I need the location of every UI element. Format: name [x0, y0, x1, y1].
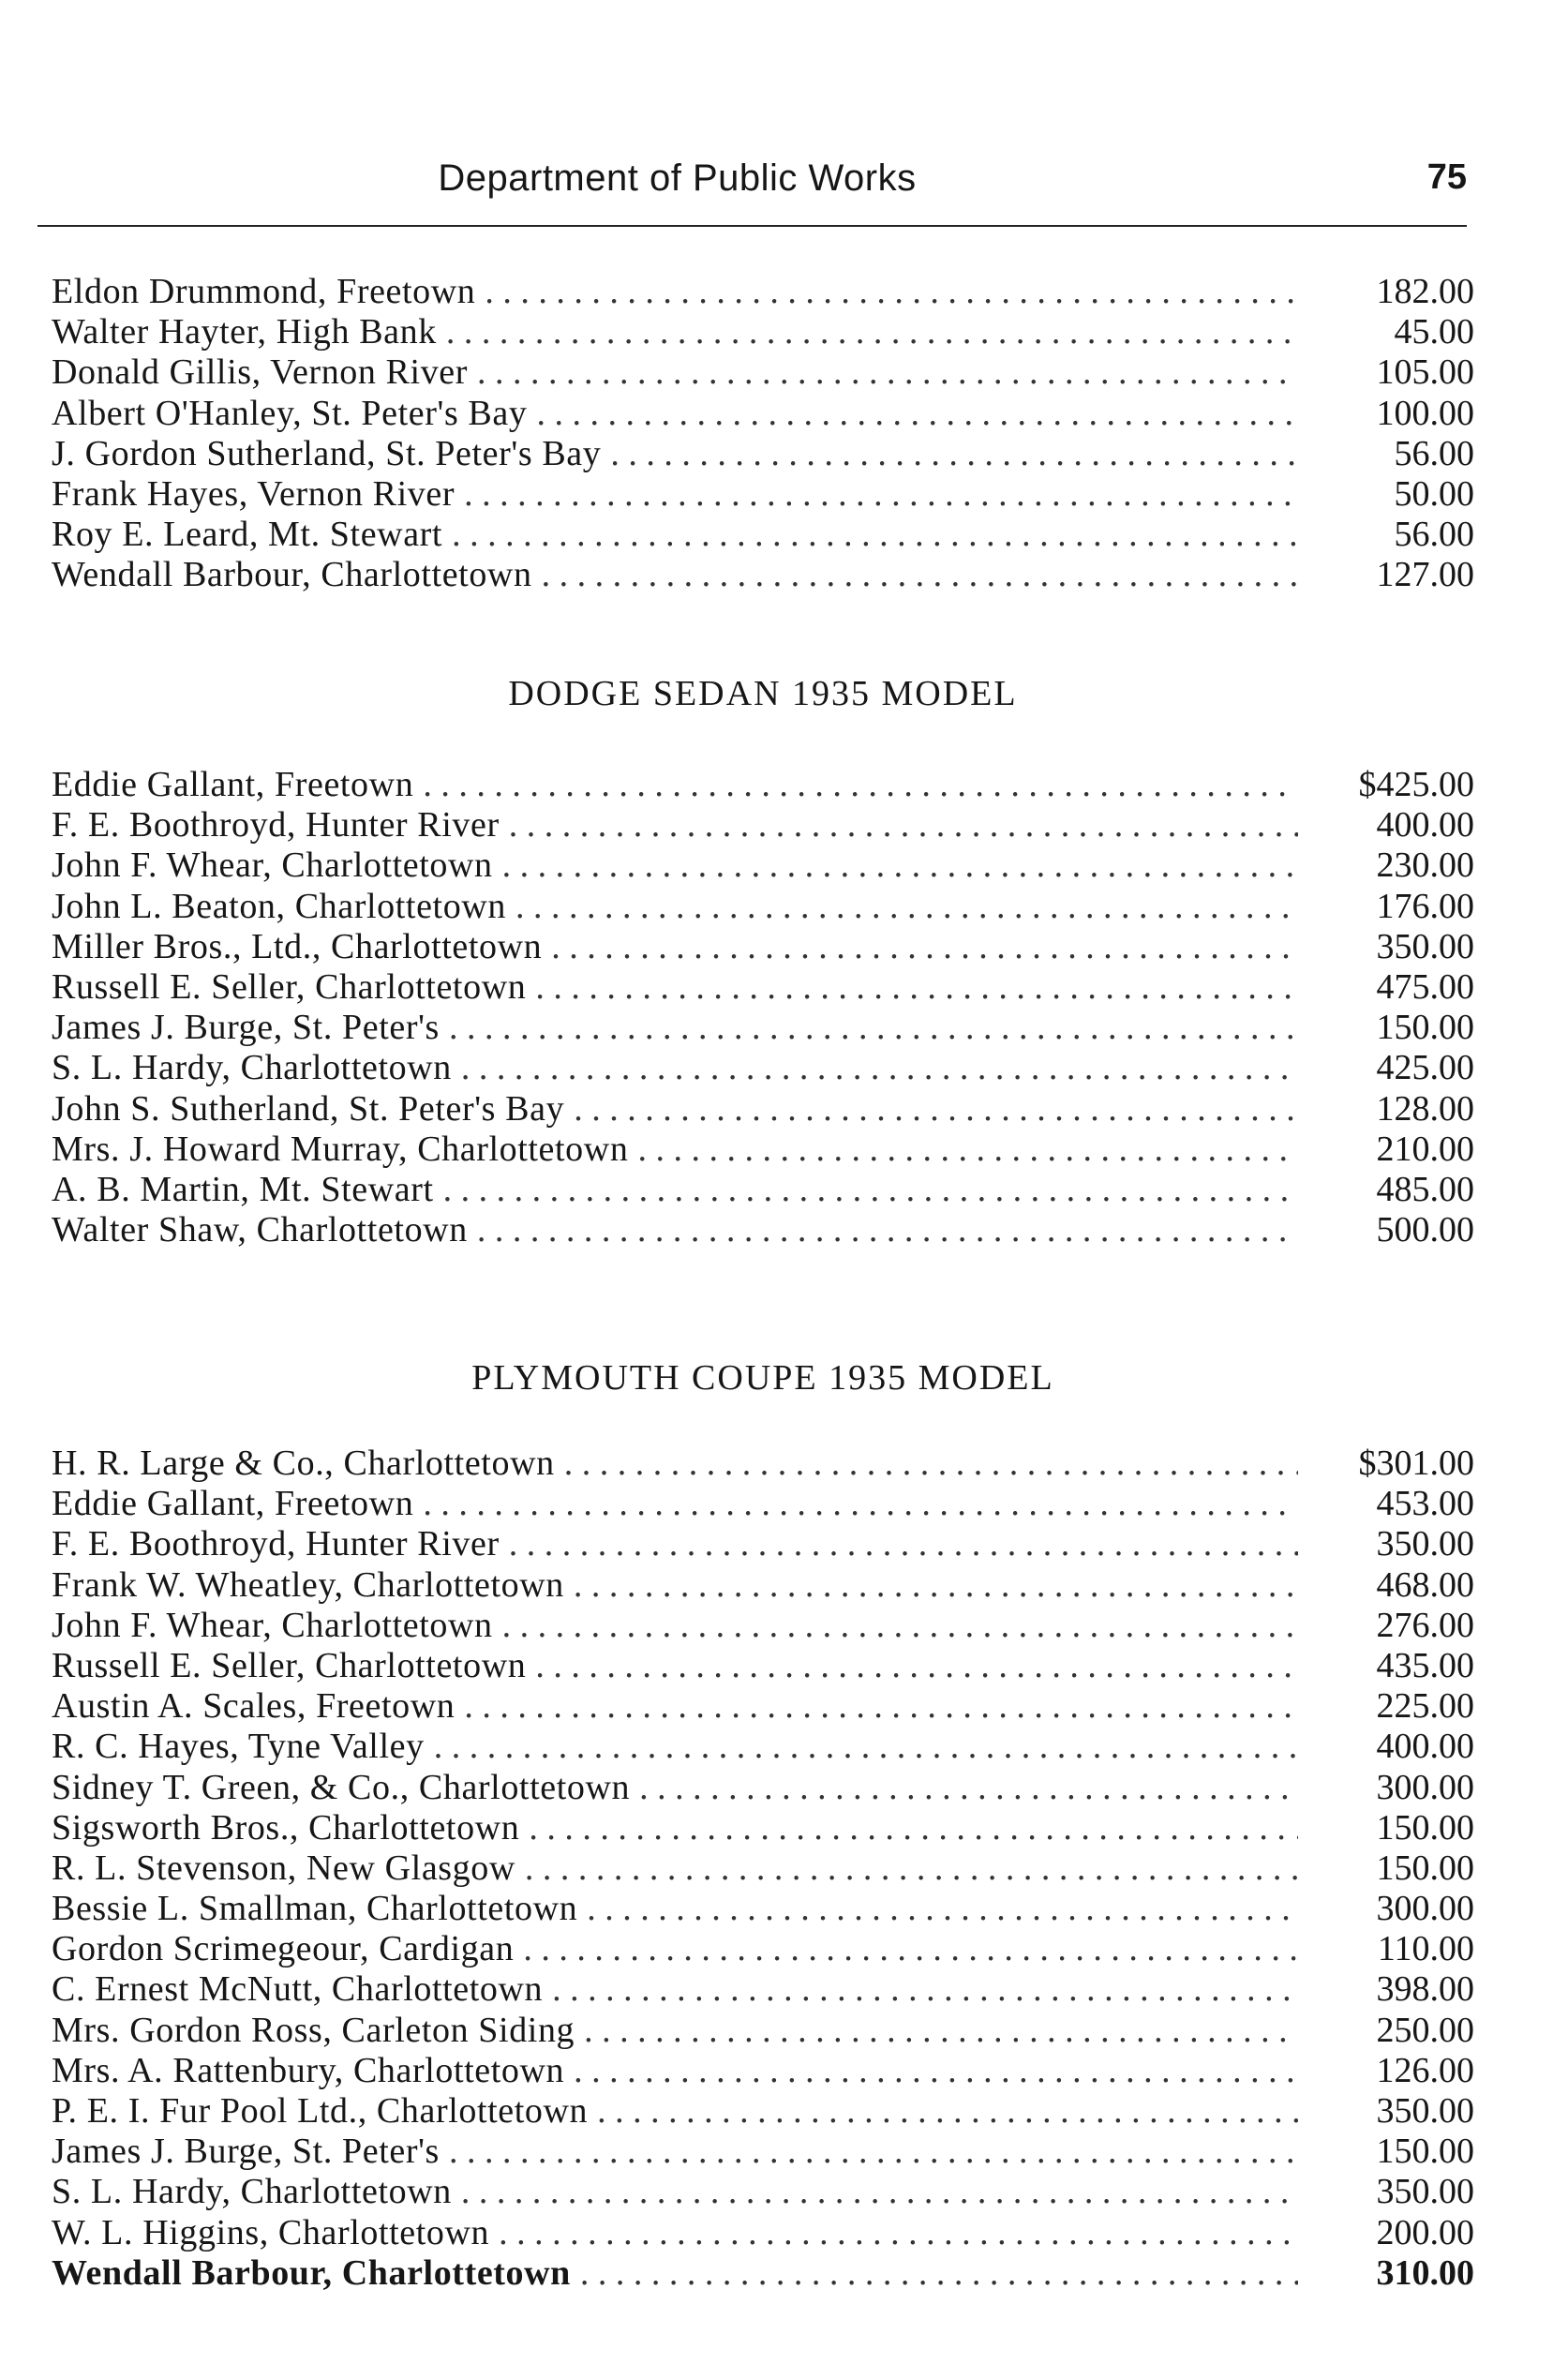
- dot-leader: [523, 1929, 1298, 1969]
- entry-amount: 475.00: [1376, 966, 1474, 1007]
- list-item: [52, 1768, 1474, 1808]
- entry-name: Sidney T. Green, & Co., Charlottetown: [52, 1767, 631, 1807]
- continued-list-section: [52, 272, 1474, 596]
- dot-leader: [464, 474, 1298, 515]
- entry-name: James J. Burge, St. Peter's: [52, 1008, 440, 1048]
- list-item: [52, 1444, 1474, 1484]
- dot-leader: [434, 1727, 1298, 1767]
- entry-name: Frank Hayes, Vernon River: [52, 473, 455, 514]
- entry-amount: 45.00: [1394, 312, 1474, 352]
- list-item: [52, 1646, 1474, 1686]
- section-heading: PLYMOUTH COUPE 1935 MODEL: [471, 1358, 1054, 1398]
- dot-leader: [515, 887, 1298, 927]
- dot-leader: [551, 927, 1298, 967]
- dot-leader: [639, 1768, 1298, 1808]
- entry-name: Austin A. Scales, Freetown: [52, 1686, 455, 1727]
- entry-name: Walter Shaw, Charlottetown: [52, 1210, 468, 1250]
- dot-leader: [502, 1606, 1298, 1646]
- dot-leader: [610, 434, 1298, 474]
- entry-amount: 150.00: [1376, 1848, 1474, 1888]
- entry-amount: 56.00: [1394, 515, 1474, 555]
- entry-amount: 105.00: [1376, 352, 1474, 393]
- entry-amount: 453.00: [1376, 1484, 1474, 1524]
- dot-leader: [485, 272, 1298, 312]
- list-item: [52, 2051, 1474, 2091]
- entry-name: Sigsworth Bros., Charlottetown: [52, 1807, 520, 1848]
- header-title: Department of Public Works: [438, 157, 917, 199]
- list-item: [52, 1686, 1474, 1727]
- entry-amount: 350.00: [1376, 2091, 1474, 2131]
- entry-name: Bessie L. Smallman, Charlottetown: [52, 1889, 578, 1929]
- dot-leader: [452, 515, 1298, 555]
- entry-amount: 400.00: [1376, 1727, 1474, 1767]
- dot-leader: [446, 312, 1298, 352]
- dot-leader: [502, 845, 1298, 886]
- dot-leader: [499, 2213, 1298, 2253]
- list-item: [52, 845, 1474, 886]
- list-item: [52, 272, 1474, 312]
- dot-leader: [449, 2132, 1298, 2172]
- entry-name: P. E. I. Fur Pool Ltd., Charlottetown: [52, 2091, 589, 2131]
- entry-amount: 56.00: [1394, 433, 1474, 473]
- entry-name: Walter Hayter, High Bank: [52, 312, 437, 352]
- dot-leader: [464, 1686, 1298, 1727]
- list-item: [52, 1606, 1474, 1646]
- entry-name: Miller Bros., Ltd., Charlottetown: [52, 926, 543, 966]
- dot-leader: [584, 2011, 1298, 2051]
- list-item: [52, 1969, 1474, 2010]
- entry-name: R. L. Stevenson, New Glasgow: [52, 1848, 515, 1888]
- list-item: [52, 1808, 1474, 1848]
- entry-amount: 500.00: [1376, 1210, 1474, 1250]
- dot-leader: [574, 1089, 1298, 1130]
- entry-amount: 127.00: [1376, 555, 1474, 595]
- dot-leader: [536, 394, 1298, 434]
- entry-name: James J. Burge, St. Peter's: [52, 2132, 440, 2172]
- entry-amount: 182.00: [1376, 272, 1474, 311]
- entry-name: Wendall Barbour, Charlottetown: [52, 2252, 571, 2293]
- entry-amount: 350.00: [1376, 1524, 1474, 1564]
- dot-leader: [552, 1969, 1298, 2010]
- list-item: [52, 394, 1474, 434]
- entry-amount: 276.00: [1376, 1605, 1474, 1645]
- dodge-sedan-section: [52, 666, 1474, 1250]
- entry-name: Wendall Barbour, Charlottetown: [52, 555, 532, 595]
- plymouth-coupe-section: [52, 1350, 1474, 2294]
- entry-amount: 468.00: [1376, 1564, 1474, 1605]
- entry-name: Eddie Gallant, Freetown: [52, 765, 414, 804]
- entry-name: John F. Whear, Charlottetown: [52, 1605, 493, 1645]
- entry-name: J. Gordon Sutherland, St. Peter's Bay: [52, 433, 602, 473]
- entry-amount: 250.00: [1376, 2010, 1474, 2050]
- entry-list: [52, 765, 1474, 1250]
- entry-name: W. L. Higgins, Charlottetown: [52, 2212, 490, 2252]
- entry-name: Eldon Drummond, Freetown: [52, 272, 476, 311]
- list-item: [52, 927, 1474, 967]
- dot-leader: [597, 2091, 1298, 2132]
- dot-leader: [574, 2051, 1298, 2091]
- entry-name: Frank W. Wheatley, Charlottetown: [52, 1564, 564, 1605]
- entry-name: Albert O'Hanley, St. Peter's Bay: [52, 393, 528, 433]
- entry-name: John F. Whear, Charlottetown: [52, 845, 493, 886]
- list-item: [52, 1130, 1474, 1170]
- entry-amount: 398.00: [1376, 1969, 1474, 2010]
- dot-leader: [461, 2172, 1298, 2212]
- dot-leader: [535, 967, 1298, 1008]
- entry-name: Mrs. Gordon Ross, Carleton Siding: [52, 2010, 575, 2050]
- dot-leader: [535, 1646, 1298, 1686]
- dot-leader: [477, 352, 1298, 393]
- list-item: [52, 805, 1474, 845]
- entry-name: Mrs. J. Howard Murray, Charlottetown: [52, 1129, 629, 1169]
- header-rule: [37, 225, 1467, 227]
- entry-name: A. B. Martin, Mt. Stewart: [52, 1169, 434, 1209]
- entry-amount: 350.00: [1376, 2172, 1474, 2212]
- entry-amount: 100.00: [1376, 393, 1474, 433]
- list-item: [52, 2253, 1474, 2294]
- entry-amount: 210.00: [1376, 1129, 1474, 1169]
- entry-amount: $301.00: [1358, 1444, 1474, 1483]
- running-header: [37, 157, 1467, 214]
- entry-amount: 300.00: [1376, 1767, 1474, 1807]
- entry-amount: 435.00: [1376, 1645, 1474, 1685]
- list-item: [52, 474, 1474, 515]
- list-item: [52, 1210, 1474, 1250]
- entry-name: H. R. Large & Co., Charlottetown: [52, 1444, 555, 1483]
- entry-name: R. C. Hayes, Tyne Valley: [52, 1727, 425, 1767]
- entry-name: F. E. Boothroyd, Hunter River: [52, 805, 500, 845]
- dot-leader: [477, 1210, 1298, 1250]
- dot-leader: [525, 1848, 1298, 1889]
- list-item: [52, 555, 1474, 595]
- entry-amount: 176.00: [1376, 886, 1474, 926]
- page-number: 75: [1426, 157, 1467, 197]
- entry-amount: 110.00: [1377, 1929, 1474, 1969]
- list-item: [52, 434, 1474, 474]
- dot-leader: [509, 805, 1298, 845]
- entry-name: Russell E. Seller, Charlottetown: [52, 966, 527, 1007]
- entry-amount: 150.00: [1376, 1008, 1474, 1048]
- entry-name: John L. Beaton, Charlottetown: [52, 886, 506, 926]
- entry-amount: 200.00: [1376, 2212, 1474, 2252]
- list-item: [52, 1889, 1474, 1929]
- dot-leader: [564, 1444, 1298, 1484]
- entry-name: John S. Sutherland, St. Peter's Bay: [52, 1088, 565, 1129]
- dot-leader: [423, 1484, 1298, 1524]
- list-item: [52, 967, 1474, 1008]
- dot-leader: [509, 1524, 1298, 1564]
- list-item: [52, 887, 1474, 927]
- list-item: [52, 352, 1474, 393]
- dot-leader: [574, 1565, 1298, 1606]
- list-item: [52, 515, 1474, 555]
- entry-amount: 230.00: [1376, 845, 1474, 886]
- entry-name: Gordon Scrimegeour, Cardigan: [52, 1929, 515, 1969]
- entry-amount: 310.00: [1376, 2252, 1474, 2293]
- dot-leader: [449, 1008, 1298, 1048]
- entry-name: Roy E. Leard, Mt. Stewart: [52, 515, 443, 555]
- section-heading: DODGE SEDAN 1935 MODEL: [508, 674, 1018, 713]
- dot-leader: [542, 555, 1298, 595]
- entry-list: [52, 1444, 1474, 2294]
- entry-amount: 225.00: [1376, 1686, 1474, 1727]
- entry-amount: 50.00: [1394, 473, 1474, 514]
- entry-amount: 150.00: [1376, 1807, 1474, 1848]
- entry-amount: 150.00: [1376, 2132, 1474, 2172]
- dot-leader: [443, 1170, 1298, 1210]
- entry-amount: 128.00: [1376, 1088, 1474, 1129]
- dot-leader: [461, 1048, 1298, 1088]
- list-item: [52, 1089, 1474, 1130]
- list-item: [52, 2172, 1474, 2212]
- list-item: [52, 1929, 1474, 1969]
- list-item: [52, 2011, 1474, 2051]
- entry-name: Donald Gillis, Vernon River: [52, 352, 469, 393]
- list-item: [52, 1524, 1474, 1564]
- list-item: [52, 1484, 1474, 1524]
- list-item: [52, 765, 1474, 805]
- entry-amount: 350.00: [1376, 926, 1474, 966]
- entry-amount: 400.00: [1376, 805, 1474, 845]
- list-item: [52, 2132, 1474, 2172]
- dot-leader: [587, 1889, 1298, 1929]
- entry-name: F. E. Boothroyd, Hunter River: [52, 1524, 500, 1564]
- list-item: [52, 1565, 1474, 1606]
- entry-amount: 126.00: [1376, 2050, 1474, 2090]
- list-item: [52, 2091, 1474, 2132]
- list-item: [52, 1008, 1474, 1048]
- entry-name: Russell E. Seller, Charlottetown: [52, 1645, 527, 1685]
- dot-leader: [637, 1130, 1298, 1170]
- list-item: [52, 1048, 1474, 1088]
- list-item: [52, 1848, 1474, 1889]
- entry-name: Eddie Gallant, Freetown: [52, 1484, 414, 1524]
- entry-list: [52, 272, 1474, 596]
- entry-amount: $425.00: [1358, 765, 1474, 804]
- entry-amount: 300.00: [1376, 1889, 1474, 1929]
- entry-name: S. L. Hardy, Charlottetown: [52, 2172, 452, 2212]
- list-item: [52, 1727, 1474, 1767]
- list-item: [52, 2213, 1474, 2253]
- entry-name: Mrs. A. Rattenbury, Charlottetown: [52, 2050, 565, 2090]
- list-item: [52, 1170, 1474, 1210]
- dot-leader: [529, 1808, 1298, 1848]
- list-item: [52, 312, 1474, 352]
- entry-amount: 485.00: [1376, 1169, 1474, 1209]
- entry-name: S. L. Hardy, Charlottetown: [52, 1048, 452, 1088]
- entry-name: C. Ernest McNutt, Charlottetown: [52, 1969, 544, 2010]
- entry-amount: 425.00: [1376, 1048, 1474, 1088]
- dot-leader: [580, 2253, 1298, 2294]
- dot-leader: [423, 765, 1298, 805]
